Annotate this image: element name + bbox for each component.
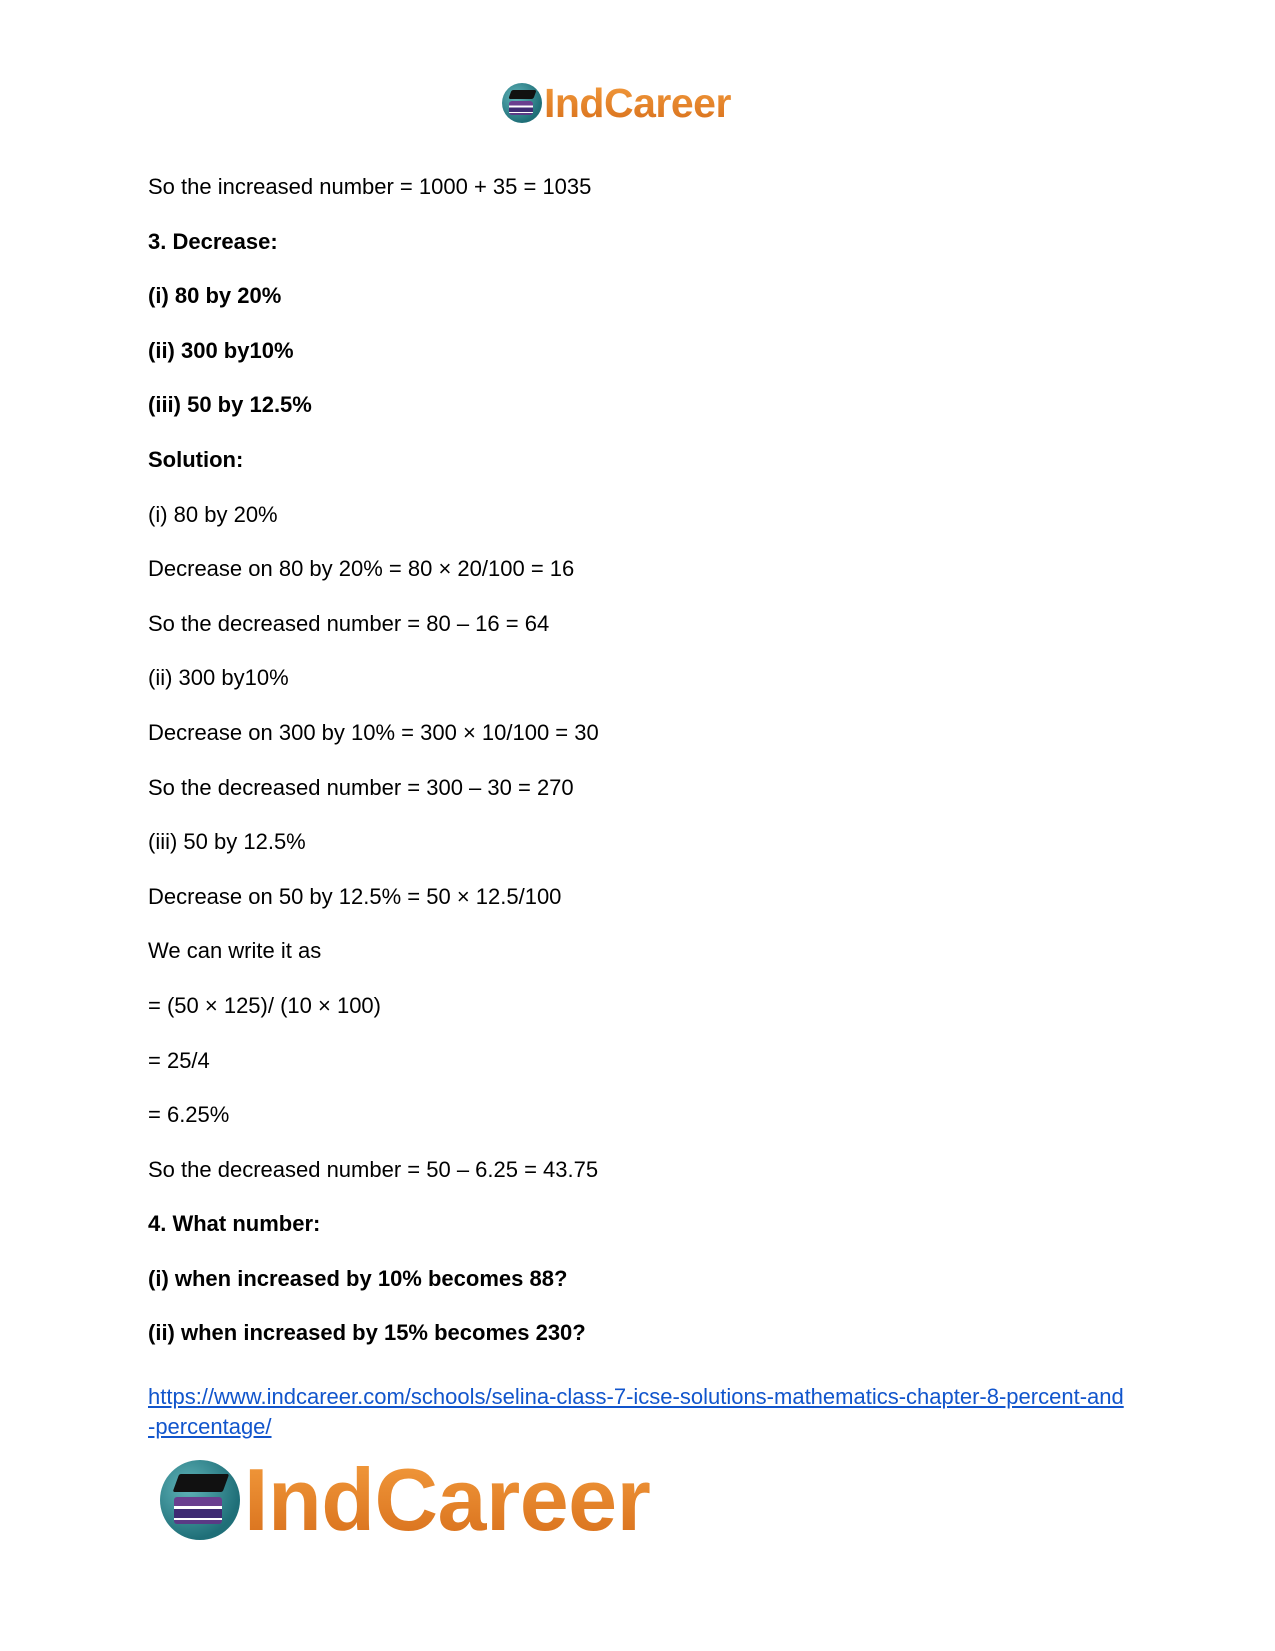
text-line: Decrease on 300 by 10% = 300 × 10/100 = 30 xyxy=(148,719,599,745)
question-line: (i) 80 by 20% xyxy=(148,283,282,309)
question-line: (ii) when increased by 15% becomes 230? xyxy=(148,1320,586,1346)
text-line: (i) 80 by 20% xyxy=(148,501,278,527)
footer-logo-text: IndCareer xyxy=(244,1450,651,1549)
question-line: (iii) 50 by 12.5% xyxy=(148,392,312,418)
header-logo-text: IndCareer xyxy=(544,79,731,126)
text-line: Decrease on 50 by 12.5% = 50 × 12.5/100 xyxy=(148,883,562,909)
source-link-block xyxy=(148,1382,1128,1442)
question-line: (i) when increased by 10% becomes 88? xyxy=(148,1265,568,1291)
text-line: (iii) 50 by 12.5% xyxy=(148,829,306,855)
text-line: We can write it as xyxy=(148,938,322,964)
text-line: So the decreased number = 80 – 16 = 64 xyxy=(148,610,550,636)
text-line: Decrease on 80 by 20% = 80 × 20/100 = 16 xyxy=(148,556,575,582)
graduation-cap-books-icon xyxy=(502,83,542,123)
source-link[interactable]: https://www.indcareer.com/schools/selina-class-7-icse-solutions-mathematics-chapter-8-percent-and-percentage/ xyxy=(148,1384,1124,1439)
footer-logo xyxy=(160,1450,651,1549)
text-line: (ii) 300 by10% xyxy=(148,665,289,691)
question-line: 4. What number: xyxy=(148,1211,321,1237)
document-body xyxy=(148,174,1128,1375)
text-line: = 6.25% xyxy=(148,1102,230,1128)
text-line: = (50 × 125)/ (10 × 100) xyxy=(148,992,381,1018)
graduation-cap-books-icon xyxy=(160,1460,240,1540)
text-line: So the decreased number = 50 – 6.25 = 43.75 xyxy=(148,1156,599,1182)
text-line: = 25/4 xyxy=(148,1047,210,1073)
question-line: Solution: xyxy=(148,446,244,472)
text-line: So the decreased number = 300 – 30 = 270 xyxy=(148,774,574,800)
text-line: So the increased number = 1000 + 35 = 1035 xyxy=(148,174,592,199)
question-line: 3. Decrease: xyxy=(148,228,278,254)
header-logo xyxy=(502,80,731,126)
question-line: (ii) 300 by10% xyxy=(148,337,294,363)
